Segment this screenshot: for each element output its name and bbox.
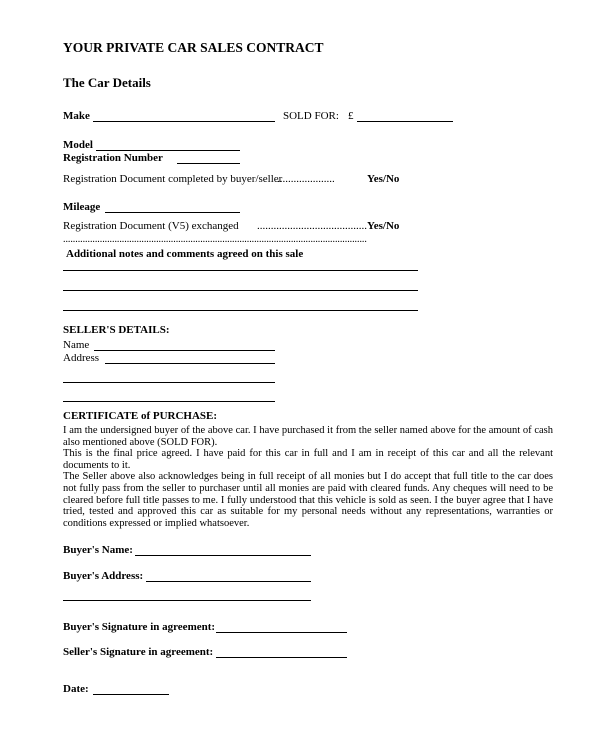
- car-details-heading: The Car Details: [63, 75, 151, 90]
- seller-details-heading: SELLER'S DETAILS:: [63, 324, 170, 336]
- certificate-paragraph-3: The Seller above also acknowledges being in full receipt of all monies but I do accept that full title to the car does not fully pass from the seller to purchaser until all monies are paid with cleared funds. Any cheques will need to be cleared before full title passes to me. I fully understood that this vehicle is sold as seen. I the buyer agree that I have tried, tested and approved this car as suitable for my personal needs without any representations, warranties or conditions expressed or implied whatsoever.: [63, 471, 553, 529]
- v5-exchanged-label: Registration Document (V5) exchanged: [63, 220, 239, 232]
- seller-signature-label: Seller's Signature in agreement:: [63, 646, 214, 658]
- buyer-address-label: Buyer's Address:: [63, 570, 144, 582]
- certificate-paragraph-2: This is the final price agreed. I have paid for this car in full and I am in receipt of this car and all the relevant documents to it.: [63, 448, 553, 471]
- registration-number-field[interactable]: [177, 163, 240, 164]
- notes-line-2[interactable]: [63, 290, 418, 291]
- buyer-address-field-1[interactable]: [146, 581, 311, 582]
- seller-name-label: Name: [63, 339, 90, 351]
- certificate-paragraph-1: I am the undersigned buyer of the above car. I have purchased it from the seller named above for the amount of cash also mentioned above (SOLD FOR).: [63, 425, 553, 448]
- buyer-name-field[interactable]: [135, 555, 311, 556]
- additional-notes-heading: Additional notes and comments agreed on this sale: [66, 248, 304, 260]
- sold-for-field[interactable]: [357, 121, 453, 122]
- mileage-label: Mileage: [63, 201, 101, 213]
- date-field[interactable]: [93, 694, 169, 695]
- buyer-address-field-2[interactable]: [63, 600, 311, 601]
- registration-number-label: Registration Number: [63, 152, 163, 164]
- make-label: Make: [63, 110, 90, 122]
- reg-doc-completed-label: Registration Document completed by buyer/seller: [63, 173, 283, 185]
- notes-line-3[interactable]: [63, 310, 418, 311]
- date-label: Date:: [63, 683, 89, 695]
- buyer-signature-label: Buyer's Signature in agreement:: [63, 621, 216, 633]
- seller-address-label: Address: [63, 352, 100, 364]
- certificate-body: [63, 425, 553, 529]
- yes-no-option-1[interactable]: Yes/No: [367, 173, 400, 185]
- v5-dots: ........................................: [257, 220, 367, 232]
- seller-signature-field[interactable]: [216, 657, 347, 658]
- seller-address-field-2[interactable]: [63, 382, 275, 383]
- model-label: Model: [63, 139, 93, 151]
- make-field[interactable]: [93, 121, 275, 122]
- buyer-signature-field[interactable]: [216, 632, 347, 633]
- model-field[interactable]: [96, 150, 240, 151]
- mileage-field[interactable]: [105, 212, 240, 213]
- document-title: YOUR PRIVATE CAR SALES CONTRACT: [63, 40, 324, 55]
- seller-address-field-3[interactable]: [63, 401, 275, 402]
- certificate-heading: CERTIFICATE of PURCHASE:: [63, 410, 218, 422]
- sold-for-label: SOLD FOR:: [283, 110, 339, 122]
- notes-line-1[interactable]: [63, 270, 418, 271]
- yes-no-option-2[interactable]: Yes/No: [367, 220, 400, 232]
- v5-dots-line: ............................................................................................................................: [63, 234, 367, 245]
- reg-doc-completed-dots: .....................: [277, 173, 335, 185]
- seller-address-field-1[interactable]: [105, 363, 275, 364]
- buyer-name-label: Buyer's Name:: [63, 544, 133, 556]
- currency-symbol: £: [348, 110, 354, 122]
- seller-name-field[interactable]: [94, 350, 275, 351]
